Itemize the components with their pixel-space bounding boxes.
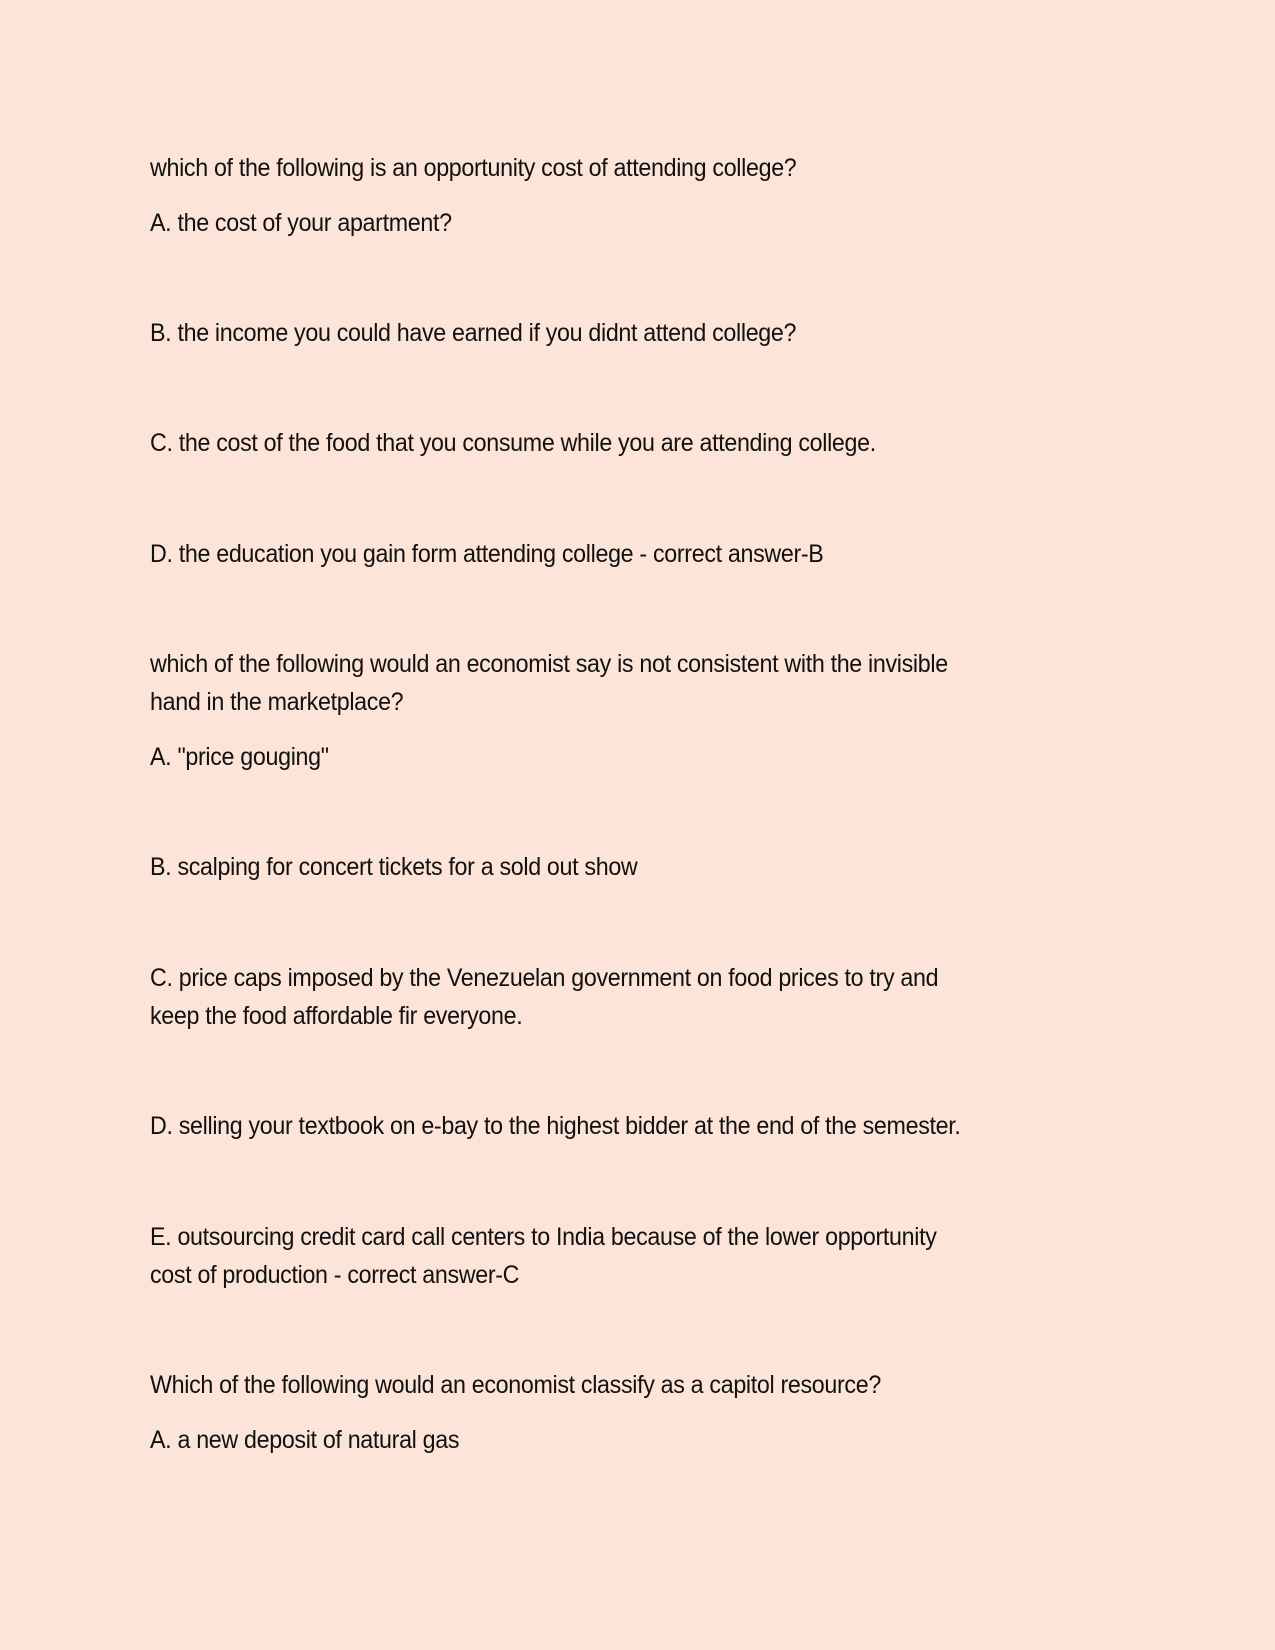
question-2-prompt-line-1: which of the following would an economist say is not consistent with the invisible	[150, 650, 948, 678]
question-2-option-d: D. selling your textbook on e-bay to the highest bidder at the end of the semester.	[150, 1112, 961, 1140]
question-1-option-c: C. the cost of the food that you consume while you are attending college.	[150, 429, 876, 457]
question-1-option-b: B. the income you could have earned if you didnt attend college?	[150, 319, 797, 347]
question-2-option-e-line-1: E. outsourcing credit card call centers to India because of the lower opportunity	[150, 1223, 937, 1251]
question-2-option-c-line-2: keep the food affordable fir everyone.	[150, 1002, 523, 1030]
question-2-option-c-line-1: C. price caps imposed by the Venezuelan government on food prices to try and	[150, 964, 939, 992]
question-2-option-a: A. "price gouging"	[150, 743, 329, 771]
question-2-prompt-line-2: hand in the marketplace?	[150, 688, 404, 716]
question-1-prompt: which of the following is an opportunity cost of attending college?	[150, 154, 797, 182]
question-2-option-e-line-2: cost of production - correct answer-C	[150, 1261, 520, 1289]
question-3-option-a: A. a new deposit of natural gas	[150, 1426, 460, 1454]
question-2-option-b: B. scalping for concert tickets for a sold out show	[150, 853, 638, 881]
question-1-option-a: A. the cost of your apartment?	[150, 209, 452, 237]
question-3-prompt: Which of the following would an economist classify as a capitol resource?	[150, 1371, 881, 1399]
question-1-option-d: D. the education you gain form attending college - correct answer-B	[150, 540, 824, 568]
